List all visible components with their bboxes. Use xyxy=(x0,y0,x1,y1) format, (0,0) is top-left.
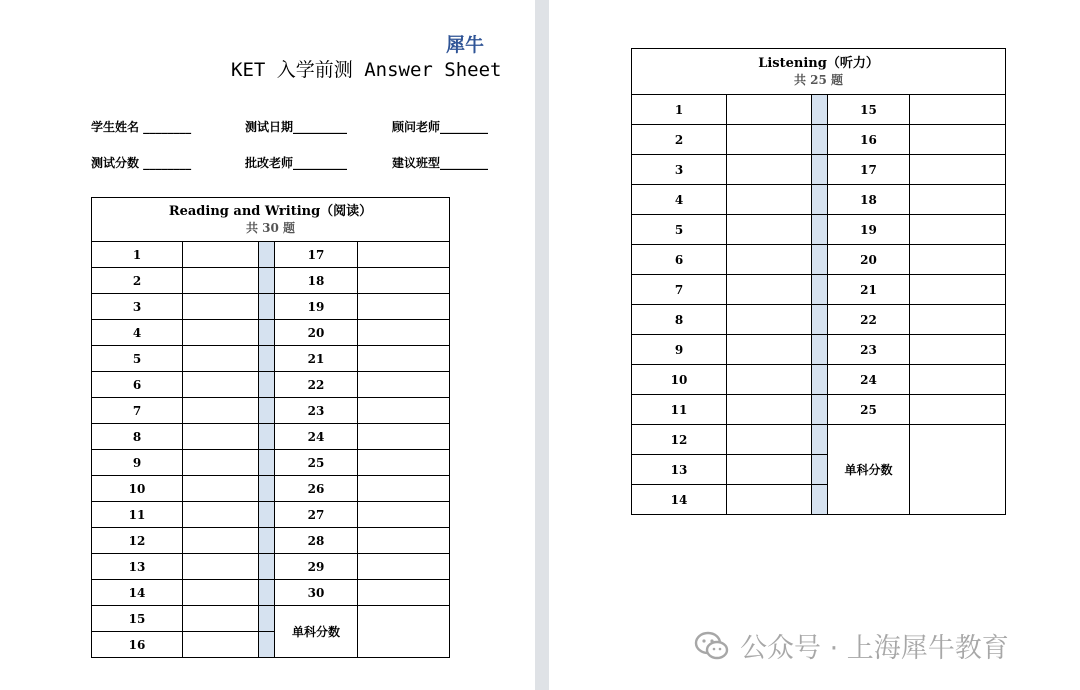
listening-count: 共 25 题 xyxy=(793,73,844,87)
listening-question-number: 20 xyxy=(828,245,910,275)
listening-question-number: 15 xyxy=(828,95,910,125)
listening-row xyxy=(632,335,1006,365)
reading-answer-cell[interactable] xyxy=(358,398,450,424)
reading-answer-cell[interactable] xyxy=(358,528,450,554)
reading-column-separator xyxy=(259,632,275,658)
reading-question-number: 15 xyxy=(92,606,183,632)
listening-column-separator xyxy=(812,95,828,125)
wechat-icon xyxy=(694,631,730,661)
listening-question-number: 24 xyxy=(828,365,910,395)
reading-answer-cell[interactable] xyxy=(358,242,450,268)
listening-question-number: 13 xyxy=(632,455,727,485)
listening-question-number: 18 xyxy=(828,185,910,215)
reading-answer-cell[interactable] xyxy=(358,346,450,372)
reading-question-number: 17 xyxy=(275,242,358,268)
reading-question-number: 13 xyxy=(92,554,183,580)
reading-question-number: 22 xyxy=(275,372,358,398)
listening-row xyxy=(632,365,1006,395)
reading-question-number: 14 xyxy=(92,580,183,606)
reading-row xyxy=(92,554,450,580)
reading-answer-cell[interactable] xyxy=(183,580,259,606)
reading-answer-cell[interactable] xyxy=(358,580,450,606)
reading-question-number: 24 xyxy=(275,424,358,450)
reading-answer-cell[interactable] xyxy=(358,476,450,502)
listening-answer-cell[interactable] xyxy=(910,275,1006,305)
listening-question-number: 19 xyxy=(828,215,910,245)
listening-row xyxy=(632,155,1006,185)
field-advisor[interactable]: 顾问老师________ xyxy=(392,120,489,134)
reading-column-separator xyxy=(259,242,275,268)
reading-question-number: 27 xyxy=(275,502,358,528)
reading-column-separator xyxy=(259,268,275,294)
listening-question-number: 8 xyxy=(632,305,727,335)
listening-column-separator xyxy=(812,485,828,515)
reading-answer-cell[interactable] xyxy=(183,450,259,476)
listening-question-number: 25 xyxy=(828,395,910,425)
reading-answer-cell[interactable] xyxy=(358,294,450,320)
listening-answer-cell[interactable] xyxy=(910,245,1006,275)
listening-column-separator xyxy=(812,245,828,275)
sheet-title: KET 入学前测 Answer Sheet xyxy=(231,59,502,81)
reading-title: Reading and Writing（阅读） xyxy=(168,204,373,219)
reading-question-number: 19 xyxy=(275,294,358,320)
reading-answer-cell[interactable] xyxy=(183,528,259,554)
reading-question-number: 26 xyxy=(275,476,358,502)
listening-question-number: 1 xyxy=(632,95,727,125)
listening-question-number: 9 xyxy=(632,335,727,365)
reading-answer-cell[interactable] xyxy=(358,320,450,346)
listening-question-number: 7 xyxy=(632,275,727,305)
listening-row xyxy=(632,125,1006,155)
reading-answer-cell[interactable] xyxy=(183,554,259,580)
listening-table-header xyxy=(632,49,1006,95)
reading-answer-cell[interactable] xyxy=(358,502,450,528)
reading-answer-cell[interactable] xyxy=(358,554,450,580)
reading-question-number: 10 xyxy=(92,476,183,502)
listening-answer-cell[interactable] xyxy=(727,275,812,305)
listening-column-separator xyxy=(812,275,828,305)
listening-score-value[interactable] xyxy=(910,425,1006,515)
reading-question-number: 7 xyxy=(92,398,183,424)
reading-question-number: 20 xyxy=(275,320,358,346)
listening-title: Listening（听力） xyxy=(758,56,879,71)
listening-answer-table xyxy=(631,48,1006,515)
reading-table-header xyxy=(92,198,450,242)
listening-question-number: 3 xyxy=(632,155,727,185)
listening-answer-cell[interactable] xyxy=(910,155,1006,185)
listening-answer-cell[interactable] xyxy=(727,395,812,425)
listening-question-number: 10 xyxy=(632,365,727,395)
listening-column-separator xyxy=(812,455,828,485)
listening-question-number: 12 xyxy=(632,425,727,455)
listening-column-separator xyxy=(812,335,828,365)
reading-answer-cell[interactable] xyxy=(183,632,259,658)
reading-column-separator xyxy=(259,528,275,554)
reading-answer-cell[interactable] xyxy=(358,450,450,476)
reading-answer-cell[interactable] xyxy=(183,424,259,450)
listening-answer-cell[interactable] xyxy=(727,425,812,455)
listening-answer-cell[interactable] xyxy=(727,185,812,215)
reading-row xyxy=(92,450,450,476)
field-test-date[interactable]: 测试日期_________ xyxy=(245,120,348,134)
listening-question-number: 22 xyxy=(828,305,910,335)
field-test-score[interactable]: 测试分数 ________ xyxy=(91,156,192,170)
listening-answer-cell[interactable] xyxy=(727,125,812,155)
page-gutter xyxy=(535,0,549,690)
reading-question-number: 8 xyxy=(92,424,183,450)
reading-row xyxy=(92,476,450,502)
reading-column-separator xyxy=(259,372,275,398)
reading-answer-cell[interactable] xyxy=(358,268,450,294)
reading-question-number: 18 xyxy=(275,268,358,294)
listening-row xyxy=(632,215,1006,245)
reading-question-number: 3 xyxy=(92,294,183,320)
reading-column-separator xyxy=(259,346,275,372)
listening-question-number: 6 xyxy=(632,245,727,275)
listening-answer-cell[interactable] xyxy=(727,215,812,245)
reading-answer-cell[interactable] xyxy=(358,372,450,398)
listening-row xyxy=(632,95,1006,125)
listening-question-number: 17 xyxy=(828,155,910,185)
reading-row xyxy=(92,372,450,398)
listening-answer-cell[interactable] xyxy=(727,305,812,335)
reading-answer-cell[interactable] xyxy=(183,606,259,632)
listening-column-separator xyxy=(812,185,828,215)
reading-answer-table xyxy=(91,197,450,658)
reading-row xyxy=(92,398,450,424)
listening-column-separator xyxy=(812,305,828,335)
listening-question-number: 2 xyxy=(632,125,727,155)
reading-row xyxy=(92,528,450,554)
listening-answer-cell[interactable] xyxy=(727,335,812,365)
reading-column-separator xyxy=(259,606,275,632)
listening-question-number: 14 xyxy=(632,485,727,515)
listening-answer-cell[interactable] xyxy=(727,485,812,515)
reading-question-number: 5 xyxy=(92,346,183,372)
reading-question-number: 4 xyxy=(92,320,183,346)
listening-answer-cell[interactable] xyxy=(910,185,1006,215)
listening-answer-cell[interactable] xyxy=(910,395,1006,425)
reading-column-separator xyxy=(259,320,275,346)
reading-score-label: 单科分数 xyxy=(275,606,358,658)
listening-answer-cell[interactable] xyxy=(727,455,812,485)
field-student-name[interactable]: 学生姓名 ________ xyxy=(91,120,192,134)
reading-column-separator xyxy=(259,502,275,528)
reading-answer-cell[interactable] xyxy=(183,398,259,424)
listening-answer-cell[interactable] xyxy=(727,95,812,125)
listening-question-number: 16 xyxy=(828,125,910,155)
reading-column-separator xyxy=(259,554,275,580)
reading-row xyxy=(92,346,450,372)
listening-row xyxy=(632,425,1006,455)
reading-question-number: 11 xyxy=(92,502,183,528)
listening-question-number: 5 xyxy=(632,215,727,245)
reading-question-number: 2 xyxy=(92,268,183,294)
reading-answer-cell[interactable] xyxy=(183,242,259,268)
listening-column-separator xyxy=(812,215,828,245)
listening-row xyxy=(632,245,1006,275)
reading-question-number: 1 xyxy=(92,242,183,268)
listening-column-separator xyxy=(812,395,828,425)
watermark-text: 公众号 · 上海犀牛教育 xyxy=(740,633,1009,664)
reading-answer-cell[interactable] xyxy=(183,268,259,294)
listening-column-separator xyxy=(812,425,828,455)
reading-question-number: 6 xyxy=(92,372,183,398)
reading-question-number: 28 xyxy=(275,528,358,554)
reading-row xyxy=(92,424,450,450)
listening-answer-cell[interactable] xyxy=(910,335,1006,365)
reading-column-separator xyxy=(259,424,275,450)
reading-answer-cell[interactable] xyxy=(183,294,259,320)
listening-question-number: 21 xyxy=(828,275,910,305)
listening-question-number: 4 xyxy=(632,185,727,215)
listening-row xyxy=(632,275,1006,305)
reading-question-number: 23 xyxy=(275,398,358,424)
reading-question-number: 25 xyxy=(275,450,358,476)
listening-answer-cell[interactable] xyxy=(910,125,1006,155)
field-grader[interactable]: 批改老师_________ xyxy=(245,156,348,170)
listening-column-separator xyxy=(812,365,828,395)
listening-question-number: 11 xyxy=(632,395,727,425)
listening-answer-cell[interactable] xyxy=(727,245,812,275)
reading-column-separator xyxy=(259,294,275,320)
reading-answer-cell[interactable] xyxy=(183,320,259,346)
watermark xyxy=(694,626,1009,665)
reading-row xyxy=(92,268,450,294)
reading-row xyxy=(92,502,450,528)
reading-answer-cell[interactable] xyxy=(358,424,450,450)
listening-answer-cell[interactable] xyxy=(727,365,812,395)
listening-answer-cell[interactable] xyxy=(727,155,812,185)
listening-column-separator xyxy=(812,155,828,185)
reading-row xyxy=(92,242,450,268)
reading-answer-cell[interactable] xyxy=(183,502,259,528)
reading-score-value[interactable] xyxy=(358,606,450,658)
reading-answer-cell[interactable] xyxy=(183,476,259,502)
reading-row xyxy=(92,294,450,320)
reading-question-number: 29 xyxy=(275,554,358,580)
listening-question-number: 23 xyxy=(828,335,910,365)
listening-column-separator xyxy=(812,125,828,155)
reading-question-number: 12 xyxy=(92,528,183,554)
reading-question-number: 16 xyxy=(92,632,183,658)
listening-answer-cell[interactable] xyxy=(910,305,1006,335)
reading-question-number: 30 xyxy=(275,580,358,606)
reading-count: 共 30 题 xyxy=(245,221,296,235)
listening-answer-cell[interactable] xyxy=(910,95,1006,125)
reading-question-number: 21 xyxy=(275,346,358,372)
reading-column-separator xyxy=(259,476,275,502)
reading-column-separator xyxy=(259,398,275,424)
listening-row xyxy=(632,395,1006,425)
listening-score-label: 单科分数 xyxy=(828,425,910,515)
field-suggested-class[interactable]: 建议班型________ xyxy=(392,156,489,170)
reading-row xyxy=(92,320,450,346)
reading-row xyxy=(92,606,450,632)
reading-column-separator xyxy=(259,450,275,476)
reading-question-number: 9 xyxy=(92,450,183,476)
listening-row xyxy=(632,185,1006,215)
brand-logo-text: 犀牛 xyxy=(446,34,485,56)
reading-answer-cell[interactable] xyxy=(183,346,259,372)
listening-answer-cell[interactable] xyxy=(910,365,1006,395)
reading-column-separator xyxy=(259,580,275,606)
listening-row xyxy=(632,305,1006,335)
listening-answer-cell[interactable] xyxy=(910,215,1006,245)
reading-row xyxy=(92,580,450,606)
reading-answer-cell[interactable] xyxy=(183,372,259,398)
